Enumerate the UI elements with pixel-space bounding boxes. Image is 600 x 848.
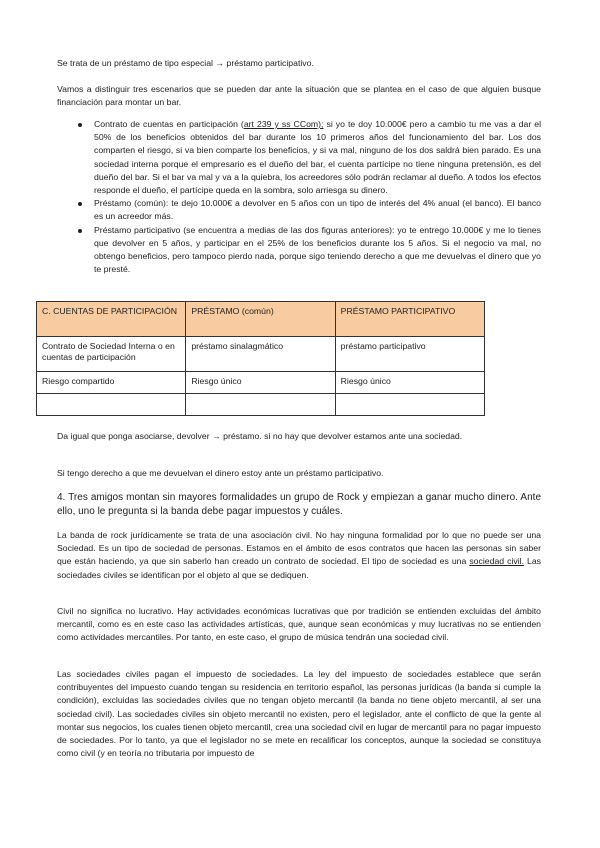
table-row (37, 372, 485, 394)
section-4-paragraph-3: Las sociedades civiles pagan el impuesto de sociedades. La ley del impuesto de sociedades establece que serán contribuyentes del impuesto cuando tengan su residencia en territorio español, las personas jurídicas (la banda si cumple la condición), excluidas las sociedades civiles que no tengan objeto mercantil (la banda no tiene objeto mercantil, al ser una sociedad civil). Las sociedades civiles sin objeto mercantil no existen, pero el legislador, ante el conflicto de que la gente al montar sus negocios, los cuales tienen objeto mercantil, crea una sociedad civil en lugar de mercantil para no pagar impuesto de sociedades. Por lo tanto, ya que el legislador no se mete en recalificar los conceptos, aunque la sociedad se constituya como civil (y en teoría no tributaria por impuesto de (57, 669, 541, 759)
table-cell: préstamo sinalagmático (186, 337, 335, 372)
table-row (37, 394, 485, 416)
table-header-cell: C. CUENTAS DE PARTICIPACIÓN (37, 302, 186, 337)
table-cell (335, 394, 484, 416)
intro-paragraph-2: Vamos a distinguir tres escenarios que se pueden dar ante la situación que se plantea en el caso de que alguien busque financiación para montar un bar. (57, 84, 541, 108)
list-item (57, 118, 541, 197)
bullet-1-lead: Contrato de cuentas en participación ( (94, 119, 244, 129)
list-item (57, 224, 541, 277)
table-cell (186, 394, 335, 416)
section-4-p1-start: La banda de rock jurídicamente se trata de una asociación civil. No hay ninguna formalidad por lo que no puede ser una Sociedad. Es un tipo de sociedad de personas. Estamos en el ámbito de esos contratos que hacen las personas sin saber que están haciendo, ya que sin saberlo han creado un contrato de sociedad. El tipo de sociedad es una (57, 530, 541, 567)
table-cell (37, 394, 186, 416)
sociedad-civil-link[interactable]: sociedad civil. (469, 556, 524, 567)
table-cell: Riesgo compartido (37, 372, 186, 394)
table-cell: Riesgo único (186, 372, 335, 394)
table-cell: Contrato de Sociedad Interna o en cuentas de participación (37, 337, 186, 372)
section-4-heading: 4. Tres amigos montan sin mayores formalidades un grupo de Rock y empiezan a ganar mucho dinero. Ante ello, uno le pregunta si la banda debe pagar impuestos y cuáles. (57, 492, 541, 517)
bullet-3-text: Préstamo participativo (se encuentra a medias de las dos figuras anteriores): yo te entrego 10.000€ y me lo tienes que devolver en 5 años, y participar en el 25% de los beneficios durante los 5 años. Si el negocio va mal, no obtengo beneficios, pero tampoco pierdo nada, porque sigo teniendo derecho a que me devuelvas el dinero que yo te presté. (94, 224, 541, 275)
after-table-paragraph-2: Si tengo derecho a que me devuelvan el dinero estoy ante un préstamo participativo. (57, 468, 384, 478)
section-4-paragraph-1 (57, 529, 541, 582)
bullet-2-text: Préstamo (común): te dejo 10.000€ a devolver en 5 años con un tipo de interés del 4% anual (el banco). El banco es un acreedor más. (94, 198, 541, 222)
scenario-list (57, 118, 541, 276)
comparison-table (36, 301, 485, 416)
table-header-cell: PRÉSTAMO (común) (186, 302, 335, 337)
bullet-1-rest: si yo te doy 10.000€ pero a cambio tu me vas a dar el 50% de los beneficios obtenidos del bar durante los 10 primeros años del funcionamiento del bar. Los dos comparten el riesgo, si va bien comparte los beneficios, y si va mal, ninguno de los dos saldrá bien parado. Es una sociedad interna porque el empresario es el dueño del bar, el cuenta partícipe no tiene ninguna pretensión, es del dueño del bar. Si el bar va mal y va a la quiebra, los acreedores sólo podrán reclamar al dueño. A todos los efectos responde el dueño, el partícipe queda en la sombra, solo arriesga su dinero. (94, 119, 542, 196)
table-row (37, 337, 485, 372)
section-4-p1-end: Las sociedades civiles se identifican por el objeto al que se dediquen. (57, 556, 541, 580)
table-header-cell: PRÉSTAMO PARTICIPATIVO (335, 302, 484, 337)
table-header-row (37, 302, 485, 337)
section-4-paragraph-2: Civil no significa no lucrativo. Hay actividades económicas lucrativas que por tradición se entienden excluidas del ámbito mercantil, como es en este caso las actividades artísticas, que, aunque sean económicas y muy lucrativas no se entienden como actividades mercantiles. Por tanto, en este caso, el grupo de música tendrán una sociedad civil. (57, 606, 541, 643)
table-cell: Riesgo único (335, 372, 484, 394)
after-table-paragraph-1: Da igual que ponga asociarse, devolver → préstamo. si no hay que devolver estamos ante una sociedad. (57, 431, 463, 441)
intro-paragraph-1: Se trata de un préstamo de tipo especial → préstamo participativo. (57, 58, 314, 68)
list-item (57, 197, 541, 223)
table-cell: préstamo participativo (335, 337, 484, 372)
article-reference-link[interactable]: art 239 y ss CCom); (243, 119, 324, 129)
